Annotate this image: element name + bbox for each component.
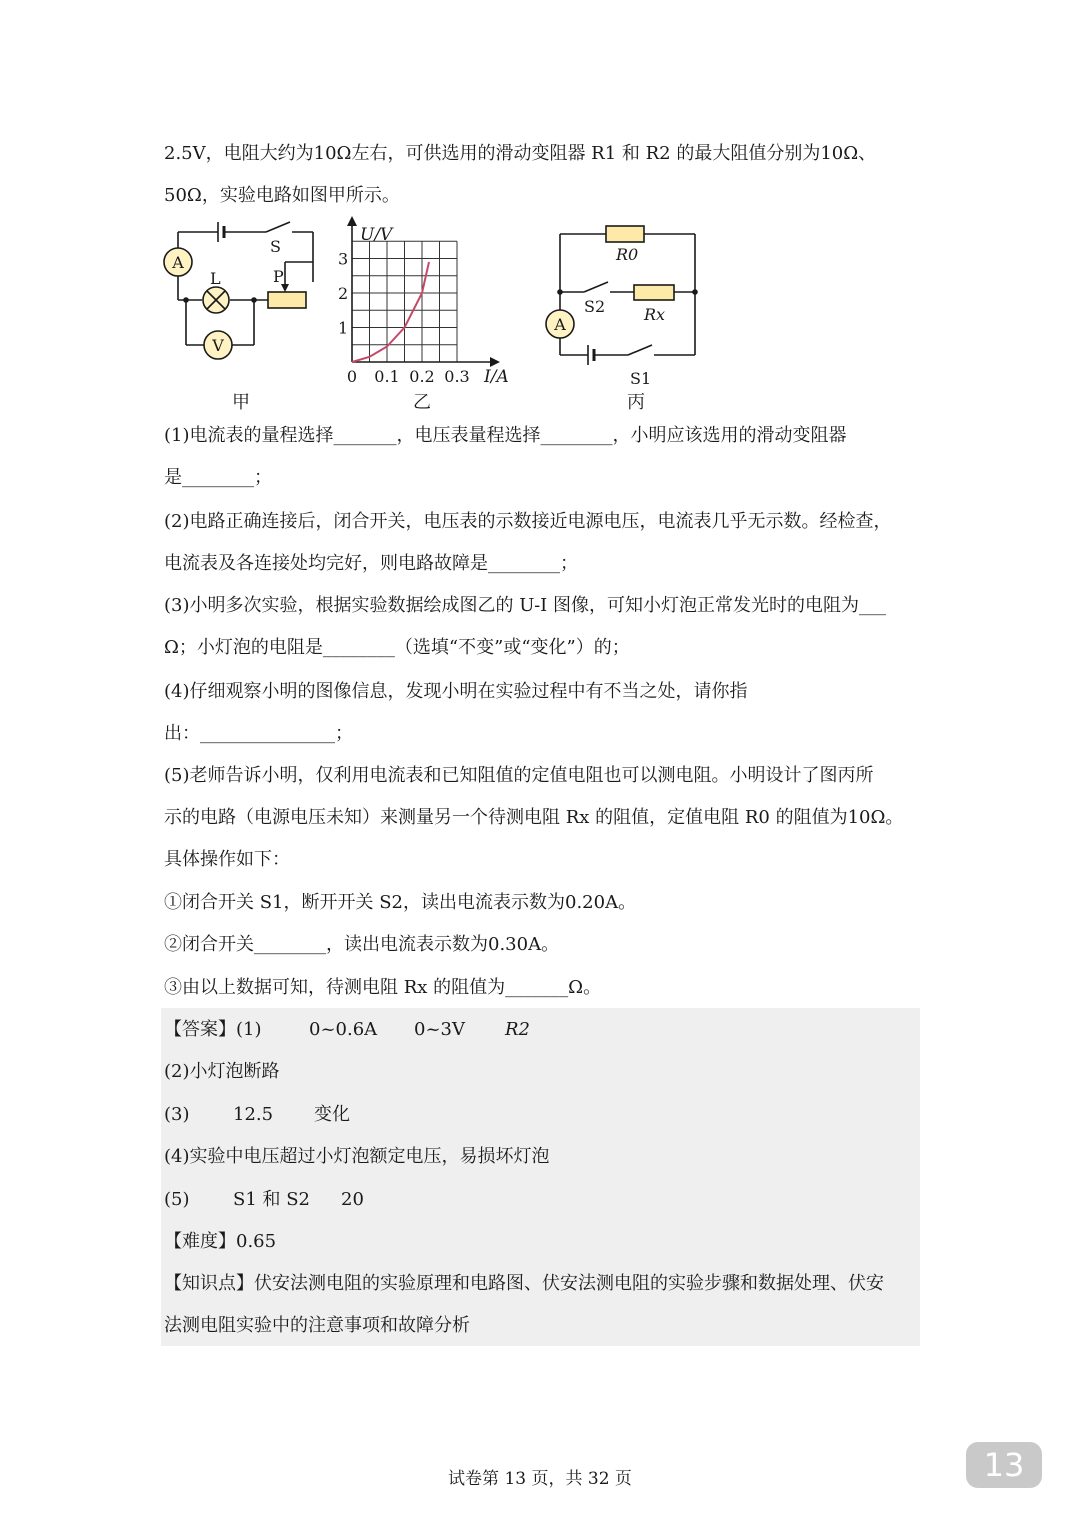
svg-text:R0: R0 xyxy=(616,245,639,264)
answer-5-value-1: S1 和 S2 xyxy=(233,1189,311,1210)
answer-4: (4)实验中电压超过小灯泡额定电压，易损坏灯泡 xyxy=(164,1146,550,1167)
figure-caption-jia: 甲 xyxy=(232,392,250,412)
answer-1-value-2: 0~3V xyxy=(414,1019,465,1040)
svg-text:A: A xyxy=(172,253,184,272)
page-footer: 试卷第 13 页，共 32 页 xyxy=(448,1469,632,1489)
x-tick-label: 0 xyxy=(346,367,358,386)
q3-line-a: (3)小明多次实验，根据实验数据绘成图乙的 U-I 图像，可知小灯泡正常发光时的电阻为___ xyxy=(164,595,886,616)
y-tick-label: 2 xyxy=(338,284,349,303)
text-line-2: 50Ω，实验电路如图甲所示。 xyxy=(164,185,400,206)
q4-line-b: 出：_______________； xyxy=(164,723,353,744)
svg-text:A: A xyxy=(554,315,566,334)
resistor-rx xyxy=(634,285,674,300)
answer-3-label: (3) xyxy=(164,1104,190,1125)
q4-line-a: (4)仔细观察小明的图像信息，发现小明在实验过程中有不当之处，请你指 xyxy=(164,681,748,702)
step-3: ③由以上数据可知，待测电阻 Rx 的阻值为_______Ω。 xyxy=(164,977,602,998)
y-tick-label: 3 xyxy=(338,249,349,269)
y-tick-label: 1 xyxy=(338,318,349,338)
svg-text:L: L xyxy=(210,269,221,288)
answer-5-label: (5) xyxy=(164,1189,190,1210)
answer-1-value-3: R2 xyxy=(505,1019,531,1040)
answer-3-value-2: 变化 xyxy=(314,1104,350,1125)
x-tick-label: 0.2 xyxy=(409,367,435,386)
x-tick-label: 0.1 xyxy=(374,367,400,386)
knowledge-line-b: 法测电阻实验中的注意事项和故障分析 xyxy=(164,1315,470,1336)
knowledge-line-a: 【知识点】伏安法测电阻的实验原理和电路图、伏安法测电阻的实验步骤和数据处理、伏安 xyxy=(164,1273,884,1294)
svg-text:P: P xyxy=(273,267,284,286)
step-1: ①闭合开关 S1，断开开关 S2，读出电流表示数为0.20A。 xyxy=(164,892,637,913)
difficulty: 【难度】0.65 xyxy=(164,1231,277,1252)
x-tick-label: 0.3 xyxy=(444,367,470,386)
rheostat-symbol xyxy=(268,292,306,308)
figure-yi-chart xyxy=(330,212,530,412)
q2-line-a: (2)电路正确连接后，闭合开关，电压表的示数接近电源电压，电流表几乎无示数。经检查， xyxy=(164,511,892,532)
y-axis-label: U/V xyxy=(360,225,393,245)
q5-line-a: (5)老师告诉小明，仅利用电流表和已知阻值的定值电阻也可以测电阻。小明设计了图丙所 xyxy=(164,765,874,786)
ui-curve xyxy=(352,262,429,362)
page-number-badge: 13 xyxy=(966,1442,1042,1488)
q5-line-b: 示的电路（电源电压未知）来测量另一个待测电阻 Rx 的阻值，定值电阻 R0 的阻值为10Ω。 xyxy=(164,807,904,828)
svg-text:V: V xyxy=(212,336,224,355)
answer-1-value-1: 0~0.6A xyxy=(309,1019,378,1040)
answer-1-label: 【答案】(1) xyxy=(164,1019,262,1040)
answer-3-value-1: 12.5 xyxy=(233,1104,274,1125)
svg-text:S2: S2 xyxy=(584,297,606,316)
figure-bing-circuit xyxy=(540,212,710,412)
q5-line-c: 具体操作如下： xyxy=(164,849,290,870)
q1-line-b: 是________； xyxy=(164,467,272,488)
q2-line-b: 电流表及各连接处均完好，则电路故障是________； xyxy=(164,553,578,574)
figure-caption-bing: 丙 xyxy=(627,392,645,412)
figure-jia-circuit xyxy=(158,212,328,412)
resistor-r0 xyxy=(606,226,644,242)
step-2: ②闭合开关________，读出电流表示数为0.30A。 xyxy=(164,934,560,955)
answer-2: (2)小灯泡断路 xyxy=(164,1061,280,1082)
text-line-1: 2.5V，电阻大约为10Ω左右，可供选用的滑动变阻器 R1 和 R2 的最大阻值分别为10Ω、 xyxy=(164,143,877,164)
svg-text:S1: S1 xyxy=(630,369,652,388)
answer-5-value-2: 20 xyxy=(341,1189,364,1210)
svg-text:Rx: Rx xyxy=(644,305,666,324)
q1-line-a: (1)电流表的量程选择_______，电压表量程选择________，小明应该选用的滑动变阻器 xyxy=(164,425,847,446)
q3-line-b: Ω；小灯泡的电阻是________（选填“不变”或“变化”）的； xyxy=(164,637,630,658)
svg-text:S: S xyxy=(270,237,281,256)
x-axis-label: I/A xyxy=(484,367,509,387)
figure-caption-yi: 乙 xyxy=(413,392,431,412)
